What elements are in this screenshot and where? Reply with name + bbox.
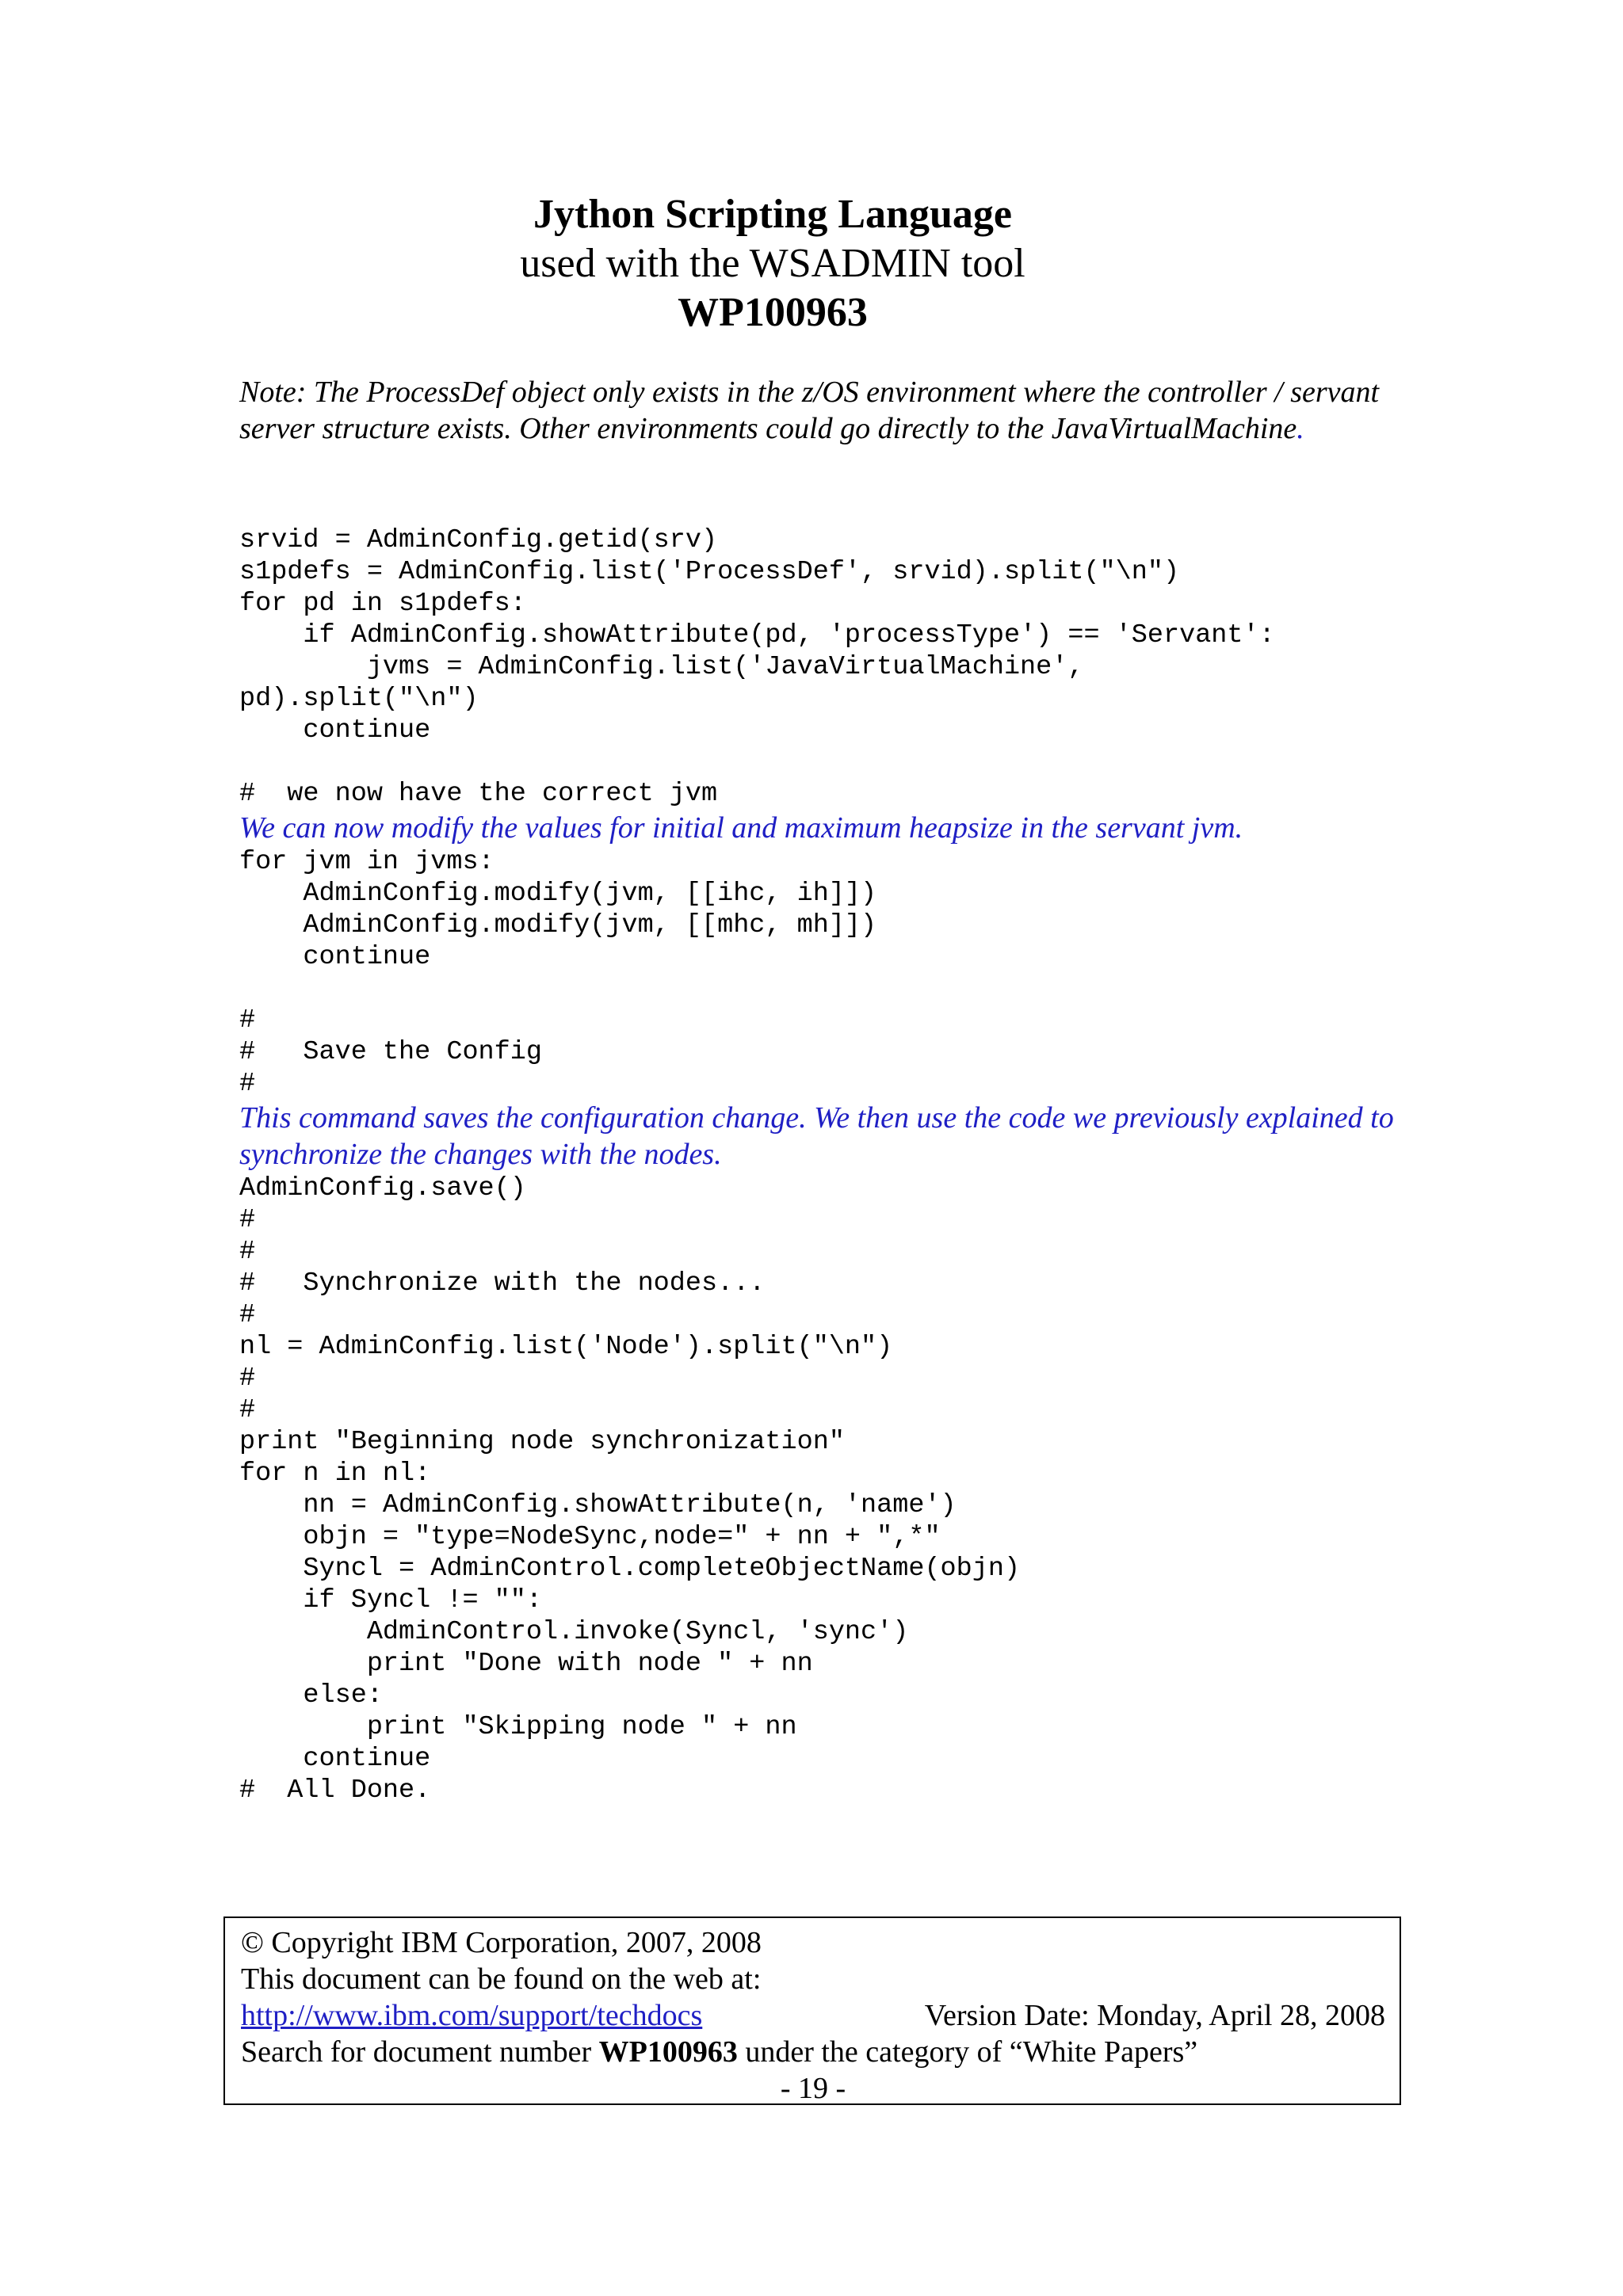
techdocs-link[interactable]: http://www.ibm.com/support/techdocs bbox=[241, 1999, 703, 2032]
code-block-sync-nodes: AdminConfig.save() # # # Synchronize with the nodes... # nl = AdminConfig.list('Node').split("\n") # # print "Beginning node synchronization" for n in nl: nn = AdminConfig.showAttribute(n, 'name') objn = "type=NodeSync,node=" + nn + ",*" Syncl = AdminControl.completeObjectName(objn) if Syncl != "": AdminControl.invoke(Syncl, 'sync') print "Done with node " + nn else: print "Skipping node " + nn continue # All Done. bbox=[239, 1173, 1021, 1806]
document-title-block bbox=[0, 190, 1545, 338]
page-number: - 19 - bbox=[780, 2072, 846, 2105]
footer-version-date: Version Date: Monday, April 28, 2008 bbox=[924, 1999, 1385, 2032]
note-trailing-period: . bbox=[1296, 412, 1304, 445]
search-doc-number: WP100963 bbox=[598, 2035, 738, 2069]
code-block-save-comment: # # Save the Config # bbox=[239, 1005, 542, 1099]
search-prefix: Search for document number bbox=[241, 2035, 599, 2069]
search-suffix: under the category of “White Papers” bbox=[737, 2035, 1198, 2069]
code-comment-correct-jvm: # we now have the correct jvm bbox=[239, 779, 718, 809]
page-footer bbox=[223, 1917, 1401, 2105]
footer-copyright: © Copyright IBM Corporation, 2007, 2008 bbox=[241, 1926, 762, 1959]
explanation-modify-heapsize: We can now modify the values for initial and maximum heapsize in the servant jvm. bbox=[239, 811, 1243, 845]
processdef-note bbox=[239, 374, 1396, 447]
note-text: Note: The ProcessDef object only exists in the z/OS environment where the controller / servant server structure exists. Other environments could go directly to the JavaVirtualMachine bbox=[239, 376, 1380, 445]
document-number: WP100963 bbox=[678, 290, 868, 335]
footer-url-row bbox=[241, 1997, 1385, 2034]
code-block-modify-jvm: for jvm in jvms: AdminConfig.modify(jvm, [[ihc, ih]]) AdminConfig.modify(jvm, [[mhc, mh]]) continue bbox=[239, 847, 877, 972]
explanation-save-config: This command saves the configuration change. We then use the code we previously explained to synchronize the changes with the nodes. bbox=[239, 1101, 1394, 1171]
document-title: Jython Scripting Language bbox=[533, 192, 1012, 237]
footer-found-on-web: This document can be found on the web at: bbox=[241, 1962, 762, 1996]
document-subtitle: used with the WSADMIN tool bbox=[520, 241, 1025, 286]
code-listing bbox=[239, 524, 1428, 1806]
footer-search-line bbox=[241, 2034, 1385, 2070]
code-block-find-jvm: srvid = AdminConfig.getid(srv) s1pdefs = AdminConfig.list('ProcessDef', srvid).split("\n") for pd in s1pdefs: if AdminConfig.showAttribute(pd, 'processType') == 'Servant': jvms = AdminConfig.list('JavaVirtualMachine', pd).split("\n") continue bbox=[239, 525, 1275, 746]
